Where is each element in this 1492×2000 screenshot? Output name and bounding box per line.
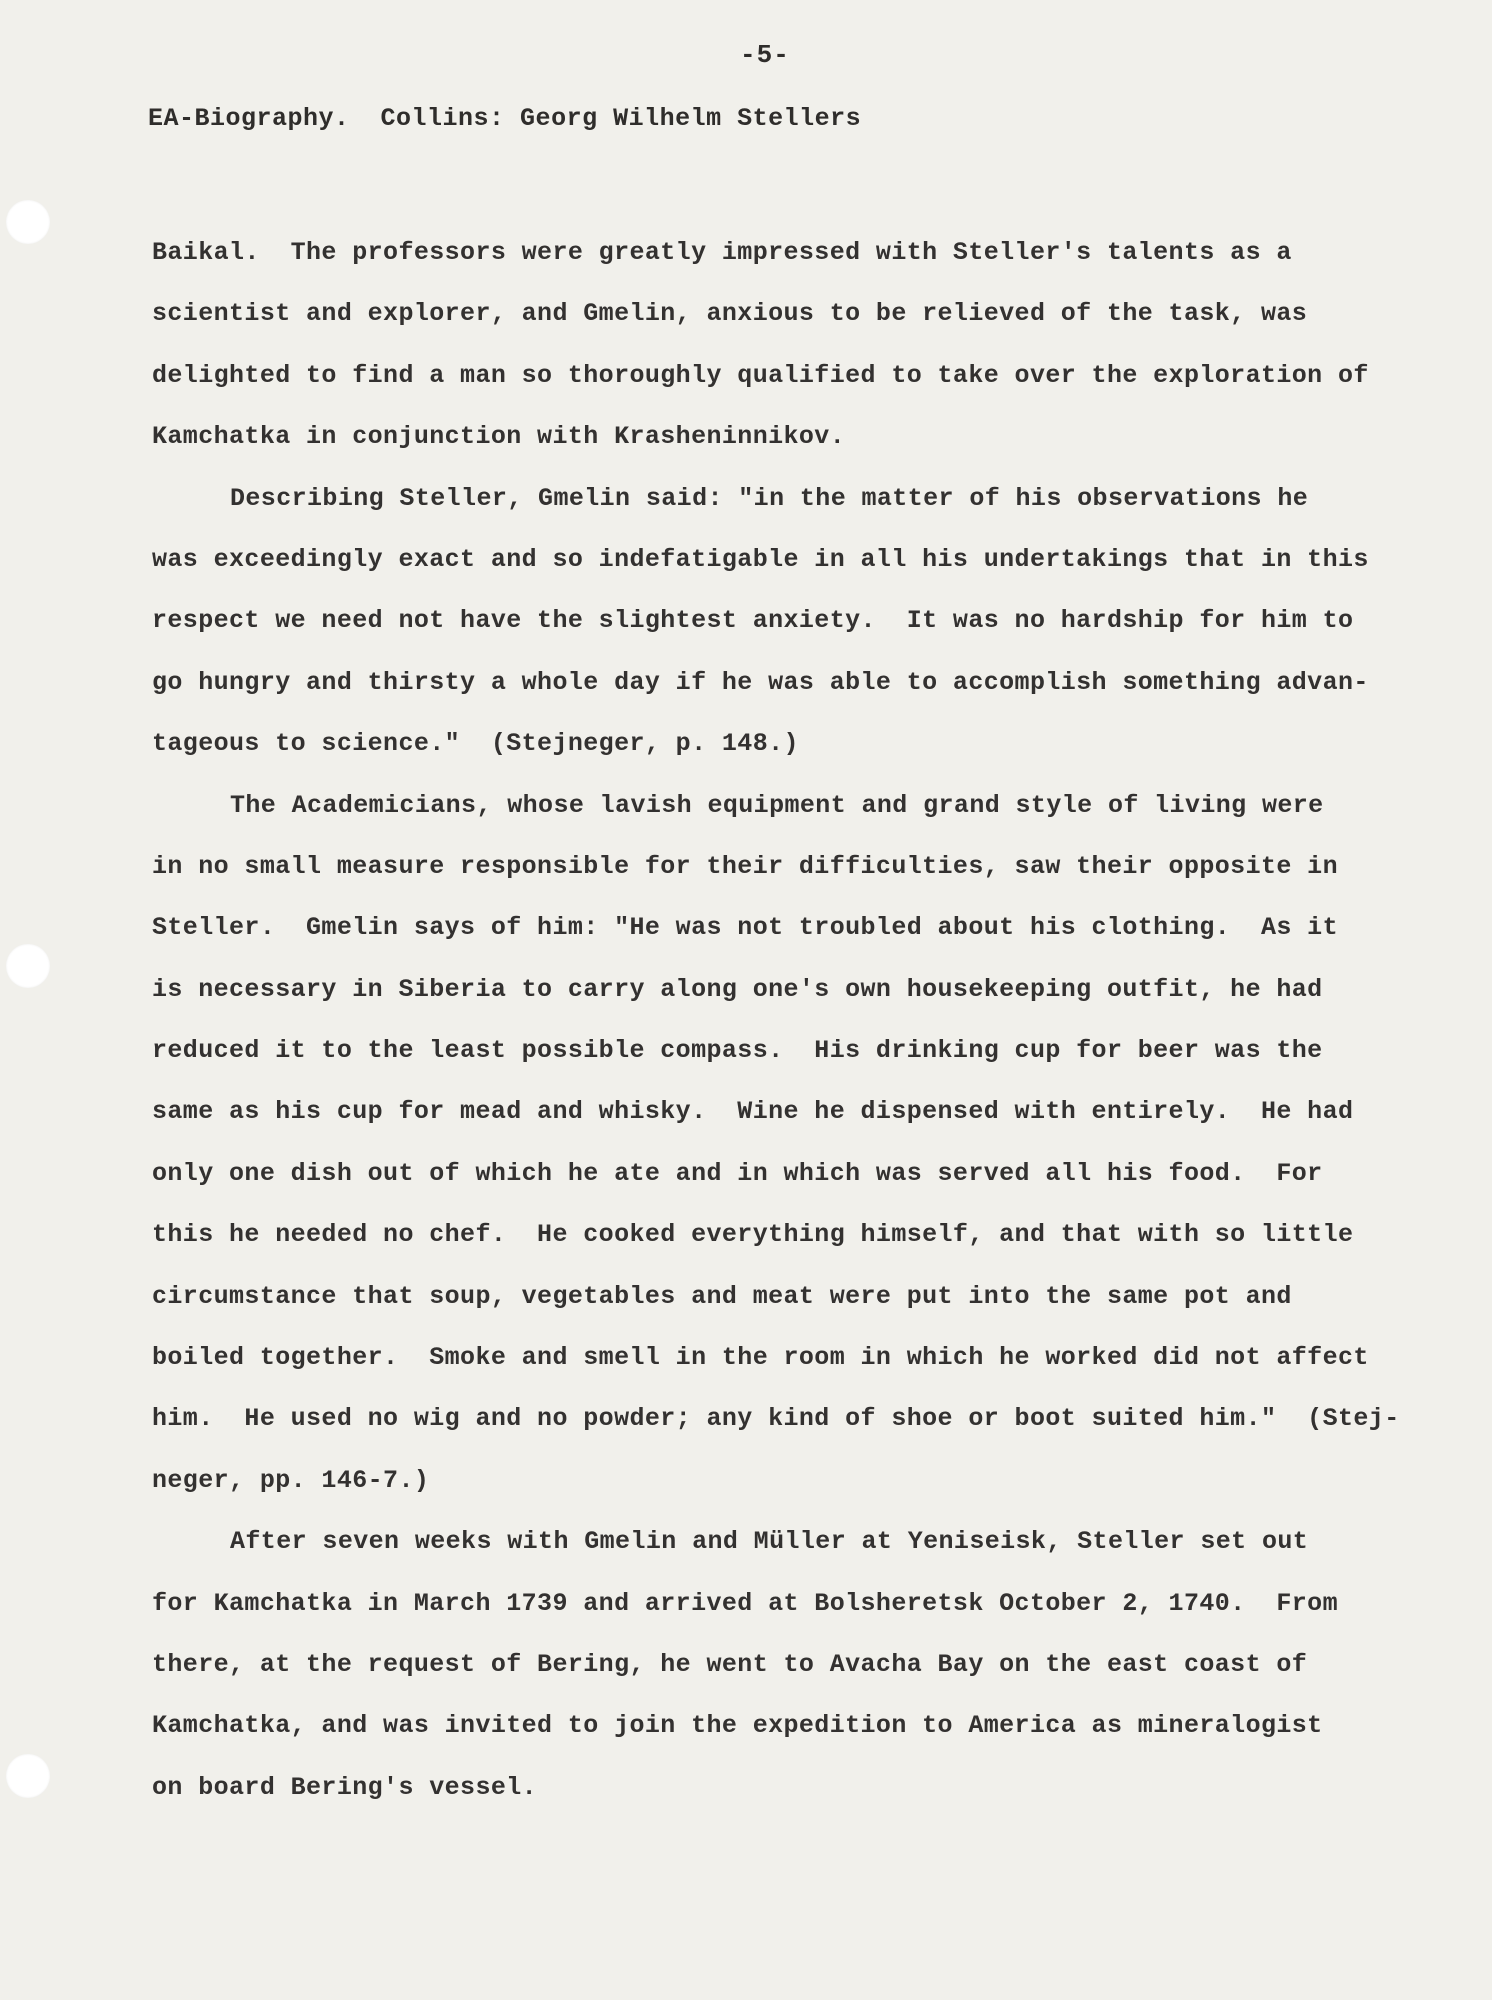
running-header: EA-Biography. Collins: Georg Wilhelm Stellers	[148, 104, 862, 133]
text-line: Baikal. The professors were greatly impressed with Steller's talents as a	[152, 238, 1292, 267]
text-line: boiled together. Smoke and smell in the room in which he worked did not affect	[152, 1343, 1369, 1373]
text-line: The Academicians, whose lavish equipment and grand style of living were	[230, 790, 1324, 820]
text-line: was exceedingly exact and so indefatigable in all his undertakings that in this	[152, 544, 1369, 574]
text-line: reduced it to the least possible compass. His drinking cup for beer was the	[152, 1036, 1323, 1066]
text-line: Kamchatka in conjunction with Krasheninnikov.	[152, 422, 846, 452]
text-line: Kamchatka, and was invited to join the expedition to America as mineralogist	[152, 1711, 1323, 1741]
text-line: neger, pp. 146-7.)	[152, 1465, 430, 1495]
text-line: Describing Steller, Gmelin said: "in the matter of his observations he	[230, 483, 1309, 513]
punch-hole-bottom	[6, 1754, 50, 1798]
text-line: Steller. Gmelin says of him: "He was not troubled about his clothing. As it	[152, 913, 1338, 943]
text-line: tageous to science." (Stejneger, p. 148.)	[152, 729, 799, 759]
text-line: After seven weeks with Gmelin and Müller at Yeniseisk, Steller set out	[230, 1527, 1309, 1557]
text-line: delighted to find a man so thoroughly qualified to take over the exploration of	[152, 360, 1369, 390]
text-line: circumstance that soup, vegetables and meat were put into the same pot and	[152, 1281, 1292, 1311]
text-line: on board Bering's vessel.	[152, 1772, 538, 1802]
text-line: go hungry and thirsty a whole day if he was able to accomplish something advan-	[152, 667, 1369, 697]
text-line: him. He used no wig and no powder; any kind of shoe or boot suited him." (Stej-	[152, 1404, 1400, 1434]
page-number: -5-	[740, 40, 790, 70]
text-line: this he needed no chef. He cooked everything himself, and that with so little	[152, 1220, 1354, 1250]
text-line: same as his cup for mead and whisky. Wine he dispensed with entirely. He had	[152, 1097, 1354, 1127]
punch-hole-middle	[6, 944, 50, 988]
text-line: there, at the request of Bering, he went to Avacha Bay on the east coast of	[152, 1649, 1308, 1679]
text-line: in no small measure responsible for their difficulties, saw their opposite in	[152, 851, 1338, 881]
text-line: for Kamchatka in March 1739 and arrived at Bolsheretsk October 2, 1740. From	[152, 1588, 1338, 1618]
text-line: only one dish out of which he ate and in which was served all his food. For	[152, 1158, 1323, 1188]
punch-hole-top	[6, 200, 50, 244]
text-line: scientist and explorer, and Gmelin, anxious to be relieved of the task, was	[152, 299, 1308, 329]
body-text	[152, 222, 1400, 1818]
text-line: respect we need not have the slightest anxiety. It was no hardship for him to	[152, 606, 1354, 636]
text-line: is necessary in Siberia to carry along one's own housekeeping outfit, he had	[152, 974, 1323, 1004]
